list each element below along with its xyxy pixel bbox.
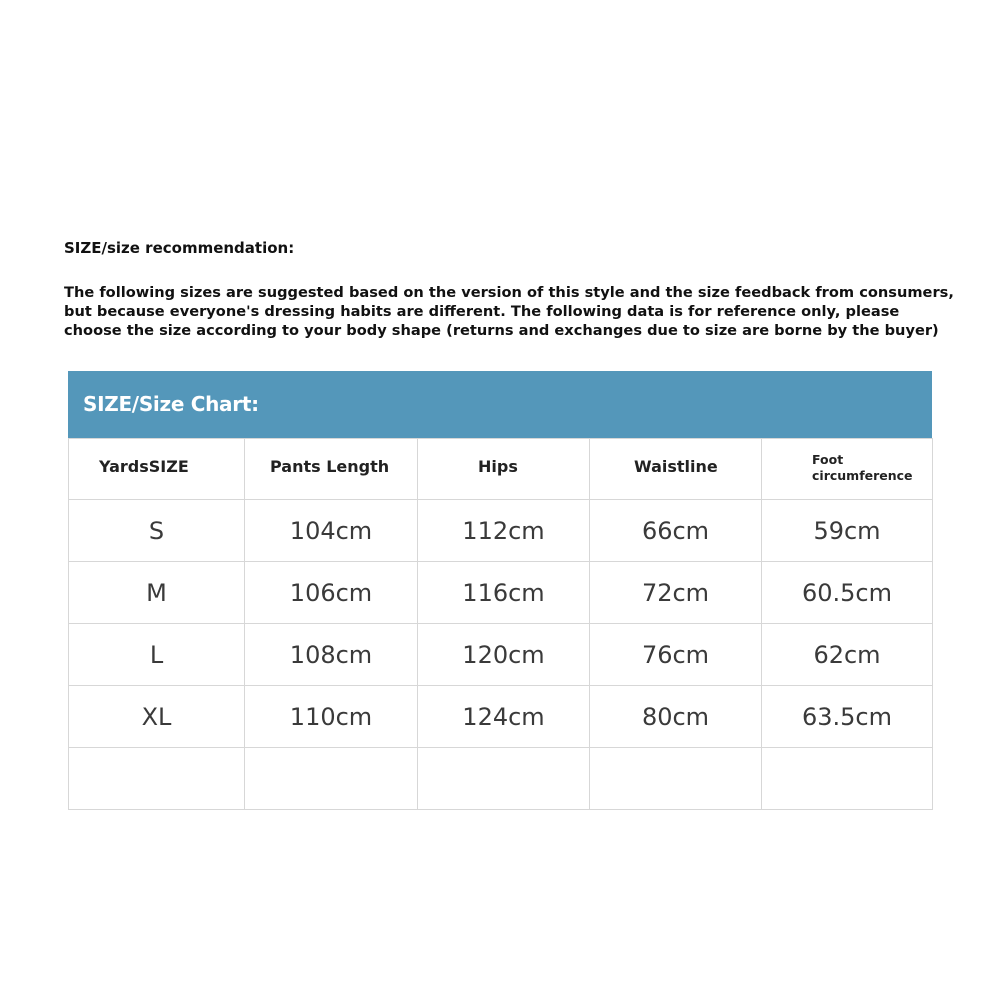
waistline-cell: 66cm <box>590 500 762 562</box>
empty-cell <box>762 748 933 810</box>
waistline-cell: 76cm <box>590 624 762 686</box>
column-header-hips: Hips <box>418 439 590 500</box>
hips-cell: 112cm <box>418 500 590 562</box>
foot-header-line: Foot <box>812 452 844 467</box>
hips-cell: 120cm <box>418 624 590 686</box>
size-cell: L <box>69 624 245 686</box>
empty-cell <box>69 748 245 810</box>
empty-cell <box>418 748 590 810</box>
table-row <box>69 500 933 562</box>
intro-line: but because everyone's dressing habits are different. The following data is for reference only, please <box>64 303 900 320</box>
foot-header-line: circumference <box>812 468 913 483</box>
empty-cell <box>590 748 762 810</box>
intro-line: The following sizes are suggested based on the version of this style and the size feedback from consumers, <box>64 284 954 301</box>
hips-cell: 124cm <box>418 686 590 748</box>
column-header-waistline: Waistline <box>590 439 762 500</box>
table-row <box>69 624 933 686</box>
foot-circumference-cell: 62cm <box>762 624 933 686</box>
waistline-cell: 72cm <box>590 562 762 624</box>
size-chart <box>68 371 932 810</box>
column-header-foot-circumference <box>762 439 933 500</box>
size-cell: S <box>69 500 245 562</box>
foot-circumference-cell: 60.5cm <box>762 562 933 624</box>
table-row-empty <box>69 748 933 810</box>
table-row <box>69 562 933 624</box>
hips-cell: 116cm <box>418 562 590 624</box>
table-header-row <box>69 439 933 500</box>
table-row <box>69 686 933 748</box>
pants-length-cell: 108cm <box>245 624 418 686</box>
pants-length-cell: 110cm <box>245 686 418 748</box>
pants-length-cell: 104cm <box>245 500 418 562</box>
pants-length-cell: 106cm <box>245 562 418 624</box>
waistline-cell: 80cm <box>590 686 762 748</box>
size-recommendation-heading: SIZE/size recommendation: <box>64 239 295 257</box>
size-cell: M <box>69 562 245 624</box>
size-chart-title: SIZE/Size Chart: <box>68 371 932 438</box>
column-header-yards-size: YardsSIZE <box>69 439 245 500</box>
intro-line: choose the size according to your body shape (returns and exchanges due to size are borne by the buyer) <box>64 322 939 339</box>
column-header-pants-length: Pants Length <box>245 439 418 500</box>
size-table <box>68 438 933 810</box>
foot-circumference-cell: 63.5cm <box>762 686 933 748</box>
foot-circumference-cell: 59cm <box>762 500 933 562</box>
empty-cell <box>245 748 418 810</box>
size-cell: XL <box>69 686 245 748</box>
size-recommendation-text <box>64 283 954 340</box>
